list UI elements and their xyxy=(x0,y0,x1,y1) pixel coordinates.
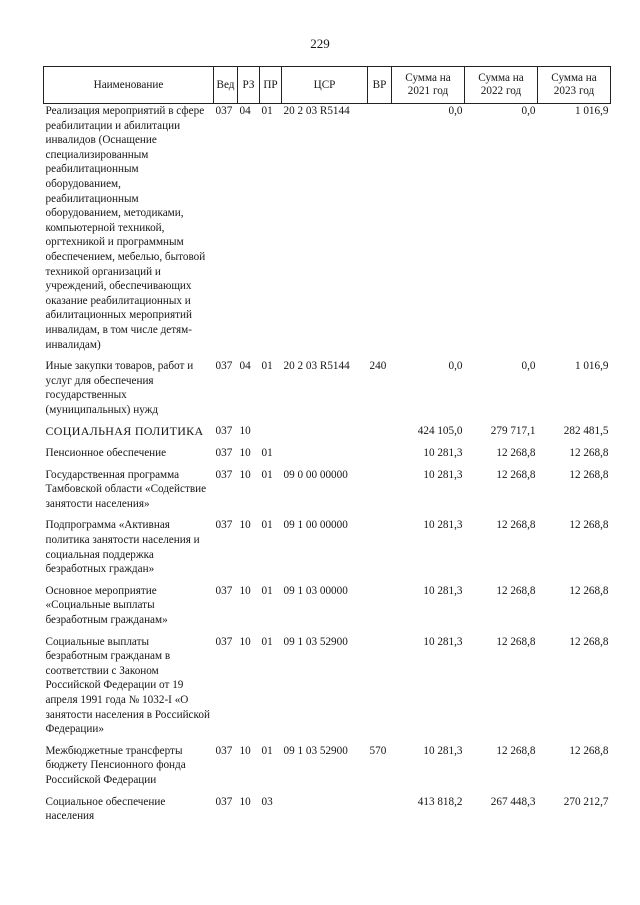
table-header-row xyxy=(44,67,611,104)
cell-vr xyxy=(368,104,392,360)
cell-sum2021: 0,0 xyxy=(448,360,463,373)
cell-csr: 09 0 00 00000 xyxy=(283,468,348,481)
cell-sum2021: 10 281,3 xyxy=(423,447,463,460)
cell-sum2021: 10 281,3 xyxy=(423,584,463,597)
table-row xyxy=(44,518,611,583)
cell-rz: 04 xyxy=(239,360,251,373)
cell-name: Социальные выплаты безработным гражданам в соответствии с Законом Российской Федерации от 19 апреля 1991 года № 1032-I «О занятости населения в Российской Федерации» xyxy=(45,635,210,736)
cell-sum2023: 12 268,8 xyxy=(569,744,609,757)
cell-rz: 10 xyxy=(239,795,251,808)
cell-sum2022: 12 268,8 xyxy=(496,447,536,460)
cell-rz: 10 xyxy=(239,635,251,648)
table-row xyxy=(44,584,611,635)
table-body xyxy=(44,104,611,831)
table-row xyxy=(44,359,611,424)
header-sum-2021: Сумма на 2021 год xyxy=(392,67,465,104)
cell-sum2022: 12 268,8 xyxy=(496,468,536,481)
cell-ved: 037 xyxy=(215,584,233,597)
page-number: 229 xyxy=(310,36,330,51)
cell-name: Пенсионное обеспечение xyxy=(45,447,167,460)
cell-sum2021: 424 105,0 xyxy=(417,425,463,438)
cell-sum2023: 12 268,8 xyxy=(569,468,609,481)
cell-csr: 09 1 03 52900 xyxy=(283,744,348,757)
cell-pr: 01 xyxy=(261,105,273,117)
header-sum-2023: Сумма на 2023 год xyxy=(538,67,611,104)
cell-csr: 20 2 03 R5144 xyxy=(283,105,350,117)
header-ved: Вед xyxy=(214,67,238,104)
header-pr: ПР xyxy=(260,67,282,104)
cell-vr: 240 xyxy=(369,360,387,373)
cell-pr xyxy=(260,424,282,446)
header-name: Наименование xyxy=(44,67,214,104)
cell-vr xyxy=(368,518,392,583)
cell-rz: 10 xyxy=(239,519,251,532)
cell-rz: 04 xyxy=(239,105,251,117)
cell-sum2023: 12 268,8 xyxy=(569,635,609,648)
cell-pr: 01 xyxy=(261,744,273,757)
cell-ved: 037 xyxy=(215,425,233,438)
cell-rz: 10 xyxy=(239,744,251,757)
table-row xyxy=(44,104,611,360)
cell-vr xyxy=(368,468,392,519)
cell-sum2022: 12 268,8 xyxy=(496,584,536,597)
cell-pr: 01 xyxy=(261,519,273,532)
cell-sum2023: 1 016,9 xyxy=(574,105,609,117)
table-row xyxy=(44,468,611,519)
cell-name: Государственная программа Тамбовской области «Содействие занятости населения» xyxy=(45,468,207,510)
cell-ved: 037 xyxy=(215,468,233,481)
cell-pr: 03 xyxy=(261,795,273,808)
cell-sum2022: 0,0 xyxy=(521,360,536,373)
cell-sum2023: 1 016,9 xyxy=(574,360,609,373)
cell-rz: 10 xyxy=(239,447,251,460)
cell-pr: 01 xyxy=(261,447,273,460)
cell-sum2021: 10 281,3 xyxy=(423,635,463,648)
cell-vr xyxy=(368,424,392,446)
table-row xyxy=(44,795,611,831)
cell-sum2023: 12 268,8 xyxy=(569,519,609,532)
cell-ved: 037 xyxy=(215,635,233,648)
cell-vr xyxy=(368,795,392,831)
table-row xyxy=(44,635,611,744)
cell-sum2021: 10 281,3 xyxy=(423,519,463,532)
cell-rz: 10 xyxy=(239,468,251,481)
cell-pr: 01 xyxy=(261,360,273,373)
cell-pr: 01 xyxy=(261,635,273,648)
header-csr: ЦСР xyxy=(282,67,368,104)
cell-vr: 570 xyxy=(369,744,387,757)
cell-sum2023: 270 212,7 xyxy=(563,795,609,808)
header-rz: РЗ xyxy=(238,67,260,104)
header-sum-2022: Сумма на 2022 год xyxy=(465,67,538,104)
cell-name: Подпрограмма «Активная политика занятости населения и социальная поддержка безработных граждан» xyxy=(45,519,200,576)
cell-csr: 09 1 03 00000 xyxy=(283,584,348,597)
cell-ved: 037 xyxy=(215,360,233,373)
cell-name: Иные закупки товаров, работ и услуг для обеспечения государственных (муниципальных) нужд xyxy=(45,360,194,416)
cell-sum2022: 0,0 xyxy=(521,105,536,117)
cell-vr xyxy=(368,446,392,468)
cell-csr: 20 2 03 R5144 xyxy=(283,360,350,373)
cell-vr xyxy=(368,584,392,635)
cell-sum2023: 282 481,5 xyxy=(563,425,609,438)
cell-sum2022: 12 268,8 xyxy=(496,519,536,532)
cell-pr: 01 xyxy=(261,468,273,481)
cell-csr xyxy=(282,795,368,831)
cell-sum2022: 279 717,1 xyxy=(490,425,536,438)
cell-vr xyxy=(368,635,392,744)
cell-sum2021: 0,0 xyxy=(448,105,463,117)
budget-table xyxy=(43,66,611,831)
cell-name: Межбюджетные трансферты бюджету Пенсионного фонда Российской Федерации xyxy=(45,744,186,786)
cell-sum2023: 12 268,8 xyxy=(569,447,609,460)
cell-sum2022: 12 268,8 xyxy=(496,744,536,757)
cell-ved: 037 xyxy=(215,519,233,532)
cell-sum2023: 12 268,8 xyxy=(569,584,609,597)
cell-rz: 10 xyxy=(239,584,251,597)
cell-name: Основное мероприятие «Социальные выплаты безработным гражданам» xyxy=(45,584,168,626)
cell-rz: 10 xyxy=(239,425,251,438)
table-row xyxy=(44,446,611,468)
cell-sum2021: 10 281,3 xyxy=(423,744,463,757)
cell-csr xyxy=(282,424,368,446)
cell-sum2021: 413 818,2 xyxy=(417,795,463,808)
cell-sum2021: 10 281,3 xyxy=(423,468,463,481)
cell-name: Социальное обеспечение населения xyxy=(45,795,166,823)
table-row xyxy=(44,744,611,795)
cell-ved: 037 xyxy=(215,105,233,117)
cell-ved: 037 xyxy=(215,744,233,757)
cell-sum2022: 267 448,3 xyxy=(490,795,536,808)
cell-pr: 01 xyxy=(261,584,273,597)
cell-ved: 037 xyxy=(215,795,233,808)
cell-csr: 09 1 03 52900 xyxy=(283,635,348,648)
cell-name: Реализация мероприятий в сфере реабилитации и абилитации инвалидов (Оснащение специализированным реабилитационным оборудованием, реабилитационным оборудованием, методиками, компьютерной техникой, оргтехникой и программным обеспечением, мебелью, бытовой техникой организаций и учреждений, обеспечивающих оказание реабилитационных и абилитационных мероприятий инвалидам, в том числе детям-инвалидам) xyxy=(45,105,206,351)
cell-ved: 037 xyxy=(215,447,233,460)
table-row xyxy=(44,424,611,446)
cell-csr xyxy=(282,446,368,468)
cell-sum2022: 12 268,8 xyxy=(496,635,536,648)
cell-csr: 09 1 00 00000 xyxy=(283,519,348,532)
header-vr: ВР xyxy=(368,67,392,104)
cell-name: СОЦИАЛЬНАЯ ПОЛИТИКА xyxy=(45,424,204,439)
